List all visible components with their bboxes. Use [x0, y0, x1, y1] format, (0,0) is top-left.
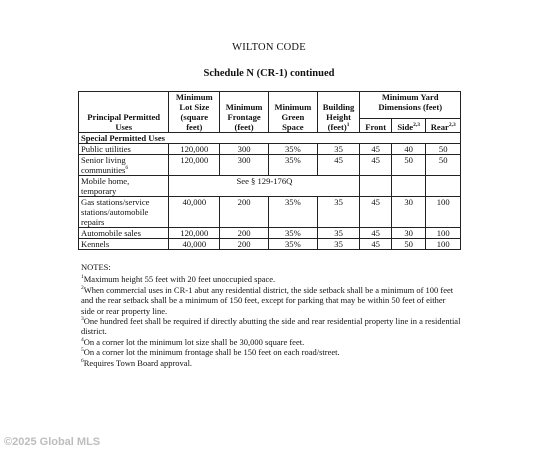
- note-item: $^6$Requires Town Board approval.: [81, 357, 193, 368]
- notes-heading: NOTES:: [81, 262, 111, 272]
- header-front: Front: [360, 118, 391, 132]
- schedule-title: Schedule N (CR-1) continued: [203, 68, 335, 79]
- note-item: $^2$When commercial uses in CR-1 abut any residential district, the side setback shall be a minimum of 100 feet and the rear setback shall be a minimum of 150 feet, except for parking that may be within 50 feet of either side or rear property line.: [81, 284, 454, 316]
- table-row: Senior living communities$^6$ 120,000 300 35% 45 45 50 50: [79, 155, 461, 176]
- see-section-note: See § 129-176Q: [169, 176, 360, 197]
- table-row: Gas stations/service stations/automobile repairs 40,000 200 35% 35 45 30 100: [79, 197, 461, 228]
- schedule-table: [78, 91, 461, 250]
- header-rear: Rear$^{2,3}$: [426, 118, 461, 132]
- header-lot-size: Minimum Lot Size (square feet): [169, 92, 220, 133]
- header-building-height: Building Height (feet)$^1$: [317, 92, 360, 133]
- notes-section: [81, 262, 461, 368]
- section-label: Special Permitted Uses: [79, 133, 461, 144]
- header-use: Principal Permitted Uses: [79, 92, 169, 133]
- header-green-space: Minimum Green Space: [268, 92, 317, 133]
- note-item: $^1$Maximum height 55 feet with 20 feet unoccupied space.: [81, 274, 276, 285]
- header-frontage: Minimum Frontage (feet): [220, 92, 269, 133]
- table-row: Public utilities 120,000 300 35% 35 45 40 50: [79, 144, 461, 155]
- note-item: $^4$On a corner lot the minimum lot size shall be 30,000 square feet.: [81, 336, 305, 347]
- header-side: Side$^{2,3}$: [391, 118, 426, 132]
- note-item: $^5$On a corner lot the minimum frontage shall be 150 feet on each road/street.: [81, 347, 340, 358]
- table-row: Kennels 40,000 200 35% 35 45 50 100: [79, 239, 461, 250]
- note-item: $^3$One hundred feet shall be required if directly abutting the side and rear residential property line in a residential district.: [81, 316, 461, 337]
- document-title: WILTON CODE: [232, 42, 306, 53]
- mls-watermark: ©2025 Global MLS: [4, 436, 101, 448]
- header-yard-dimensions: Minimum Yard Dimensions (feet): [360, 92, 461, 119]
- table-row: Automobile sales 120,000 200 35% 35 45 30 100: [79, 228, 461, 239]
- table-row: Mobile home, temporary See § 129-176Q: [79, 176, 461, 197]
